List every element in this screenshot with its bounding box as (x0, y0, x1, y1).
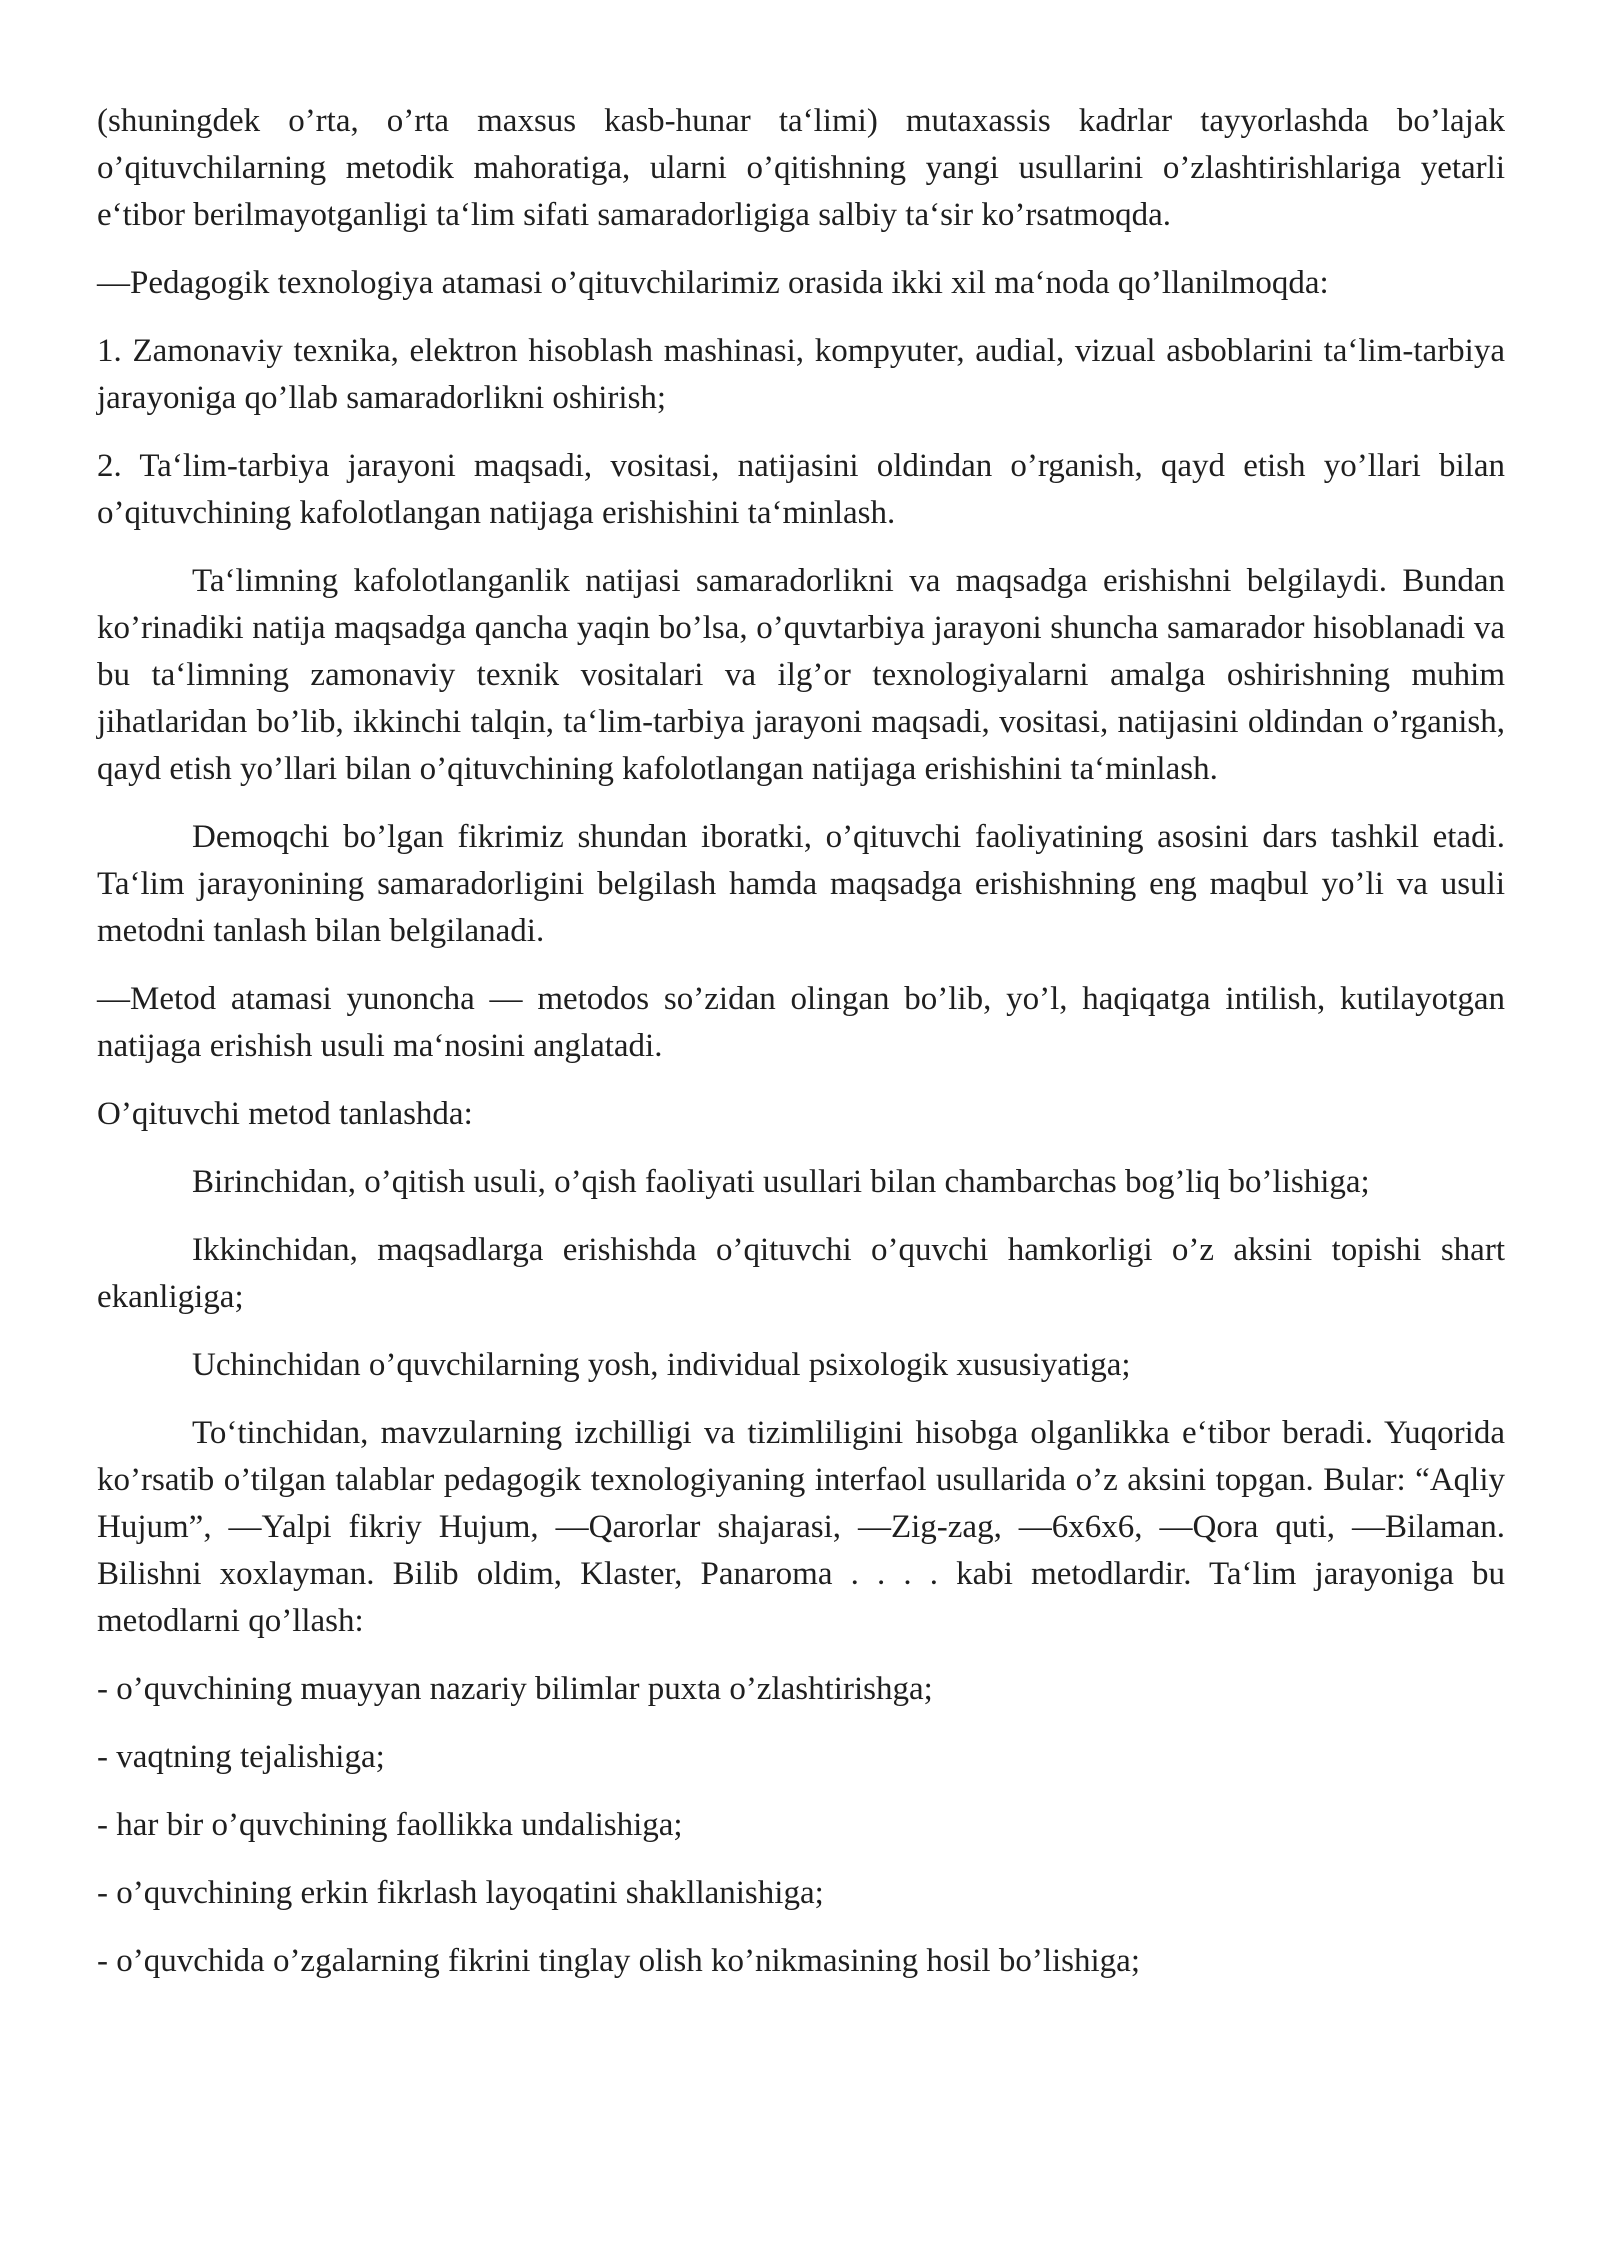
paragraph-pedagogical-technology-term: ―Pedagogik texnologiya atamasi o’qituvchilarimiz orasida ikki xil ma‘noda qo’llanilmoqda: (97, 265, 1329, 301)
list-item: - o’quvchining erkin fikrlash layoqatini shakllanishiga; (97, 1875, 824, 1911)
numbered-item-1: 1. Zamonaviy texnika, elektron hisoblash mashinasi, kompyuter, audial, vizual asboblarini ta‘lim-tarbiya jarayoniga qo’llab samaradorlikni oshirish; (97, 333, 1505, 416)
paragraph-guaranteed-result: Ta‘limning kafolotlanganlik natijasi samaradorlikni va maqsadga erishishni belgilaydi. Bundan ko’rinadiki natija maqsadga qancha yaqin bo’lsa, o’quvtarbiya jarayoni shuncha samarador hisoblanadi va bu ta‘limning zamonaviy texnik vositalari va ilg’or texnologiyalarni amalga oshirishning muhim jihatlaridan bo’lib, ikkinchi talqin, ta‘lim-tarbiya jarayoni maqsadi, vositasi, natijasini oldindan o’rganish, qayd etish yo’llari bilan o’qituvchining kafolotlangan natijaga erishishini ta‘minlash. (97, 563, 1505, 787)
list-item: - o’quvchining muayyan nazariy bilimlar puxta o’zlashtirishga; (97, 1671, 933, 1707)
list-item: - o’quvchida o’zgalarning fikrini tinglay olish ko’nikmasining hosil bo’lishiga; (97, 1943, 1140, 1979)
paragraph-lesson-basis: Demoqchi bo’lgan fikrimiz shundan iboratki, o’qituvchi faoliyatining asosini dars tashkil etadi. Ta‘lim jarayonining samaradorligini belgilash hamda maqsadga erishishning eng maqbul yo’li va usuli metodni tanlash bilan belgilanadi. (97, 819, 1505, 949)
paragraph-first-criterion: Birinchidan, o’qitish usuli, o’qish faoliyati usullari bilan chambarchas bog’liq bo’lishiga; (192, 1164, 1370, 1200)
numbered-item-2: 2. Ta‘lim-tarbiya jarayoni maqsadi, vositasi, natijasini oldindan o’rganish, qayd etish yo’llari bilan o’qituvchining kafolotlangan natijaga erishishini ta‘minlash. (97, 448, 1505, 531)
paragraph-continuation: (shuningdek o’rta, o’rta maxsus kasb-hunar ta‘limi) mutaxassis kadrlar tayyorlashda bo’lajak o’qituvchilarning metodik mahoratiga, ularni o’qitishning yangi usullarini o’zlashtirishlariga yetarli e‘tibor berilmayotganligi ta‘lim sifati samaradorligiga salbiy ta‘sir ko’rsatmoqda. (97, 103, 1505, 233)
document-body (97, 98, 1505, 2006)
paragraph-fourth-criterion: To‘tinchidan, mavzularning izchilligi va tizimliligini hisobga olganlikka e‘tibor beradi. Yuqorida ko’rsatib o’tilgan talablar pedagogik texnologiyaning interfaol usullarida o’z aksini topgan. Bular: “Aqliy Hujum”, ―Yalpi fikriy Hujum, ―Qarorlar shajarasi, ―Zig-zag, ―6x6x6, ―Qora quti, ―Bilaman. Bilishni xoxlayman. Bilib oldim, Klaster, Panaroma . . . . kabi metodlardir. Ta‘lim jarayoniga bu metodlarni qo’llash: (97, 1415, 1505, 1639)
list-item: - vaqtning tejalishiga; (97, 1739, 385, 1775)
paragraph-method-term: ―Metod atamasi yunoncha — metodos so’zidan olingan bo’lib, yo’l, haqiqatga intilish, kutilayotgan natijaga erishish usuli ma‘nosini anglatadi. (97, 981, 1505, 1064)
paragraph-third-criterion: Uchinchidan o’quvchilarning yosh, individual psixologik xususiyatiga; (192, 1347, 1131, 1383)
paragraph-second-criterion: Ikkinchidan, maqsadlarga erishishda o’qituvchi o’quvchi hamkorligi o’z aksini topishi shart ekanligiga; (97, 1232, 1505, 1315)
benefits-list (97, 1666, 1505, 1985)
paragraph-method-selection-intro: O’qituvchi metod tanlashda: (97, 1096, 473, 1132)
list-item: - har bir o’quvchining faollikka undalishiga; (97, 1807, 683, 1843)
